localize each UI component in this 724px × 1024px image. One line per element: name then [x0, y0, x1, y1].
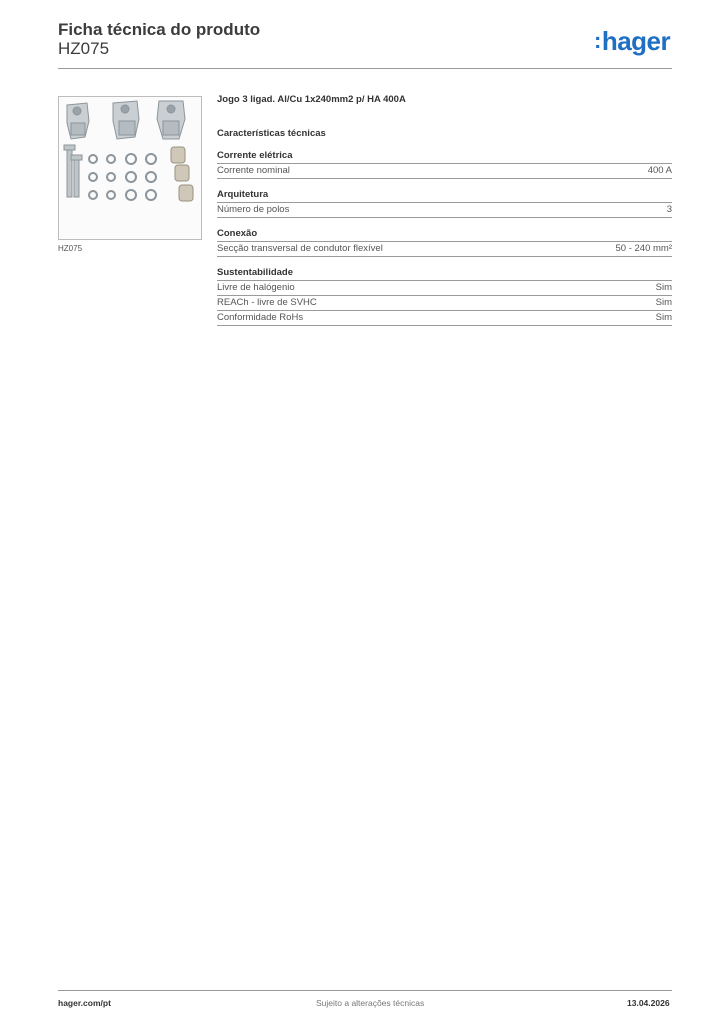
lug-1 [67, 103, 89, 139]
spec-value: Sim [655, 297, 672, 308]
spec-label: Secção transversal de condutor flexível [217, 243, 383, 254]
spec-row [217, 242, 672, 257]
characteristics-title: Características técnicas [217, 128, 326, 139]
group-title: Arquitetura [217, 189, 672, 203]
spec-row [217, 281, 672, 296]
lug-2 [113, 101, 139, 139]
group-architecture [217, 189, 672, 218]
image-caption: HZ075 [58, 244, 83, 253]
logo-colon-icon: : [594, 28, 601, 53]
footer-note: Sujeito a alterações técnicas [316, 998, 425, 1008]
spec-value: 3 [666, 204, 672, 215]
product-code: HZ075 [58, 39, 110, 58]
lug-3 [157, 101, 185, 139]
terminal-kit-illustration [59, 97, 201, 239]
bolts [64, 145, 82, 197]
spec-value: Sim [655, 312, 672, 323]
sleeves [171, 147, 193, 201]
spec-row [217, 203, 672, 218]
product-details [217, 94, 672, 336]
header-divider [58, 68, 672, 69]
spec-value: 400 A [647, 165, 672, 176]
logo-text: hager [601, 26, 671, 56]
spec-label: Número de polos [217, 204, 290, 215]
group-connection [217, 228, 672, 257]
group-sustainability [217, 267, 672, 326]
product-name: Jogo 3 ligad. Al/Cu 1x240mm2 p/ HA 400A [217, 94, 406, 105]
document-title: Ficha técnica do produto [58, 20, 261, 39]
hager-logo [594, 26, 670, 57]
group-title: Conexão [217, 228, 672, 242]
spec-label: Conformidade RoHs [217, 312, 304, 323]
group-electrical [217, 150, 672, 179]
spec-value: Sim [655, 282, 672, 293]
spec-label: Livre de halógenio [217, 282, 295, 293]
footer-divider [58, 990, 672, 991]
footer-website-link[interactable]: hager.com/pt [58, 998, 111, 1008]
spec-row [217, 311, 672, 326]
spec-value: 50 - 240 mm² [615, 243, 672, 254]
spec-row [217, 164, 672, 179]
footer-date: 13.04.2026 [627, 998, 670, 1008]
spec-row [217, 296, 672, 311]
product-image [58, 96, 202, 240]
spec-label: Corrente nominal [217, 165, 290, 176]
group-title: Corrente elétrica [217, 150, 672, 164]
spec-label: REACh - livre de SVHC [217, 297, 317, 308]
group-title: Sustentabilidade [217, 267, 672, 281]
washers [89, 154, 156, 200]
